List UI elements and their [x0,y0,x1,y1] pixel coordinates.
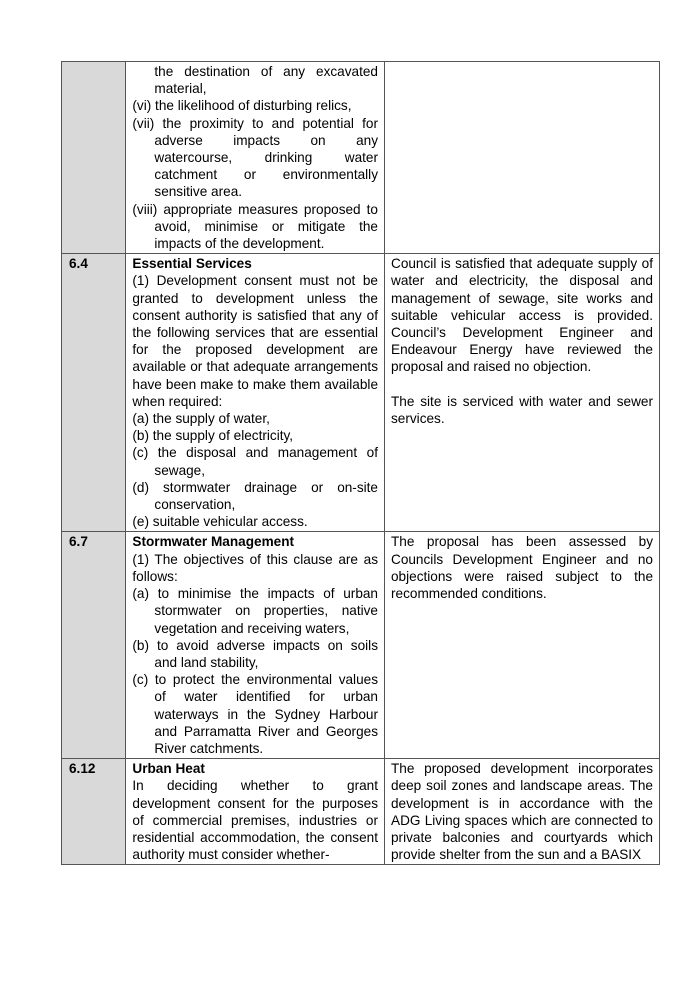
clause-heading: Essential Services [132,256,252,272]
table-row [62,254,660,532]
comment-cell [385,759,660,865]
provision-item: (vi) the likelihood of disturbing relics, [132,98,352,114]
provision-item: (vii) the proximity to and potential for adverse impacts on any watercourse, drinking water catchment or environmentally sensitive area. [132,115,378,200]
provision-intro: (1) Development consent must not be granted to development unless the consent authority is satisfied that any of the following services that are essential for the proposed development are available or that adequate arrangements have been make to make them available when required: [132,273,378,409]
provision-intro: (1) The objectives of this clause are as follows: [132,551,378,584]
provision-item: (c) the disposal and management of sewage, [132,445,378,478]
provision-cell [126,532,385,759]
compliance-table [61,61,660,865]
clause-number: 6.7 [69,534,88,550]
provision-cell [126,62,385,254]
table-row [62,759,660,865]
clause-number-cell [62,254,126,532]
provision-cell [126,254,385,532]
comment-paragraph: The proposed development incorporates deep soil zones and landscape areas. The development is in accordance with the ADG Living spaces which are connected to private balconies and courtyards which provide shelter from the sun and a BASIX [391,761,653,863]
comment-paragraph: The site is serviced with water and sewer services. [391,393,653,426]
provision-intro: In deciding whether to grant development consent for the purposes of commercial premises, industries or residential accommodation, the consent authority must consider whether- [132,778,378,863]
clause-number-cell [62,532,126,759]
provision-cell [126,759,385,865]
provision-item: (a) to minimise the impacts of urban stormwater on properties, native vegetation and receiving waters, [132,586,378,636]
clause-number-cell [62,62,126,254]
provision-item: (b) to avoid adverse impacts on soils and land stability, [132,637,378,670]
clause-number: 6.12 [69,761,96,777]
clause-heading: Urban Heat [132,761,205,777]
table-row [62,532,660,759]
provision-item: (b) the supply of electricity, [132,428,294,444]
provision-item: (viii) appropriate measures proposed to avoid, minimise or mitigate the impacts of the development. [132,201,378,252]
comment-cell [385,254,660,532]
clause-heading: Stormwater Management [132,534,295,550]
comment-cell [385,62,660,254]
provision-item: (a) the supply of water, [132,411,270,427]
provision-item: (e) suitable vehicular access. [132,514,308,530]
comment-paragraph: The proposal has been assessed by Councils Development Engineer and no objections were raised subject to the recommended conditions. [391,534,653,602]
provision-continuation: the destination of any excavated material, [154,64,378,97]
paragraph-spacer [391,376,653,393]
comment-paragraph: Council is satisfied that adequate supply of water and electricity, the disposal and management of sewage, site works and suitable vehicular access is provided. Council’s Development Engineer and Endeavour Energy have reviewed the proposal and raised no objection. [391,256,653,375]
provision-item: (c) to protect the environmental values of water identified for urban waterways in the Sydney Harbour and Parramatta River and Georges River catchments. [132,672,378,756]
clause-number: 6.4 [69,256,88,272]
clause-number-cell [62,759,126,865]
table-row [62,62,660,254]
provision-item: (d) stormwater drainage or on-site conservation, [132,479,378,513]
comment-cell [385,532,660,759]
